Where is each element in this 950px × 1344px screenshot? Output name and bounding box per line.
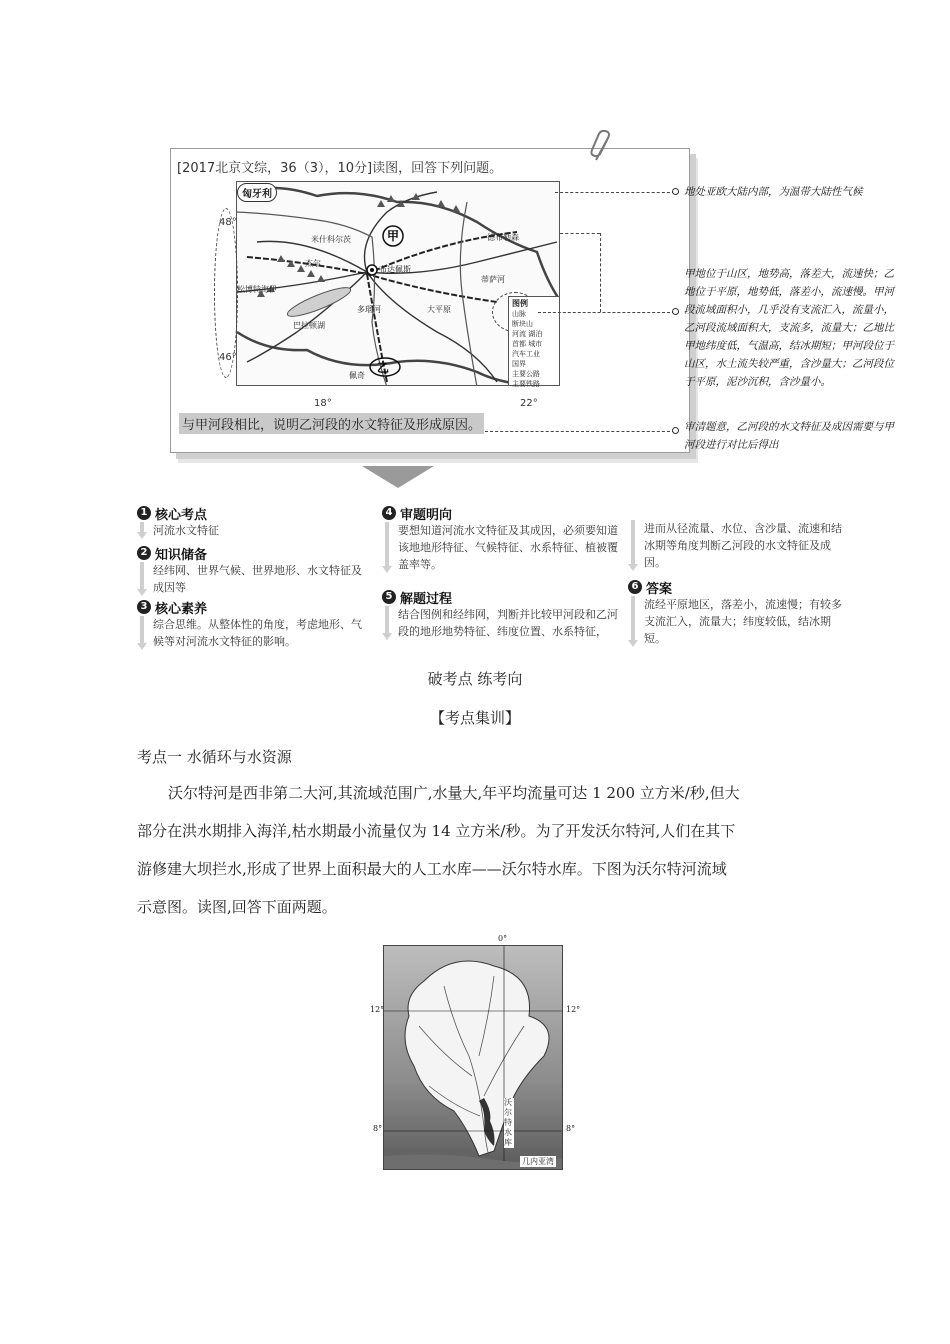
step-title: 核心考点	[155, 507, 208, 523]
country-label-box: 匈牙利	[237, 183, 277, 202]
step-answer	[628, 578, 848, 647]
lat-46-label: 46°	[219, 352, 237, 363]
connector-dot-icon	[672, 188, 679, 195]
label-tisa: 蒂萨河	[481, 275, 505, 284]
step-review	[382, 504, 622, 573]
label-jia: 甲	[387, 229, 400, 243]
legend-item: 山脉	[512, 310, 526, 318]
paragraph-line: 部分在洪水期排入海洋,枯水期最小流量仅为 14 立方米/秒。为了开发沃尔特河,人们在其下	[137, 822, 736, 840]
legend-item: 首都 城市	[512, 340, 543, 348]
lon-0-label: 0°	[498, 934, 508, 943]
label-songbo: 松博特海伊	[237, 285, 277, 294]
lon-18-label: 18°	[314, 398, 332, 409]
step-body: 流经平原地区，落差小，流速慢；有较多支流汇入，流量大；纬度较低，结冰期短。	[644, 598, 842, 645]
legend-item: 断块山	[512, 320, 533, 328]
step-title: 答案	[646, 581, 673, 597]
section-subheading: 【考点集训】	[429, 709, 520, 727]
legend-item: 河流 湖泊	[512, 330, 543, 338]
lat-8-left-label: 8°	[373, 1124, 383, 1133]
step-body: 要想知道河流水文特征及其成因，必须要知道该地地形特征、气候特征、水系特征、植被覆盖率等。	[398, 524, 618, 571]
label-duonao: 多瑙河	[357, 305, 381, 314]
label-gulf-of-guinea: 几内亚湾	[522, 1157, 554, 1166]
label-volta-reservoir: 沃尔特水库	[504, 1098, 512, 1147]
connector-line	[555, 192, 675, 193]
lat-12-left-label: 12°	[370, 1005, 385, 1014]
connector-dot-icon	[672, 427, 679, 434]
step-number: 5	[382, 590, 396, 604]
step-body: 进而从径流量、水位、含沙量、流速和结冰期等角度判断乙河段的水文特征及成因。	[644, 522, 842, 569]
label-pecs: 佩奇	[349, 371, 365, 380]
step-process-cont	[628, 520, 848, 571]
legend-item: 主要公路	[512, 370, 540, 378]
paperclip-icon	[590, 130, 614, 164]
step-number: 3	[137, 600, 151, 614]
topic-title: 考点一 水循环与水资源	[137, 748, 292, 766]
down-arrow-icon	[137, 522, 147, 539]
map-legend	[508, 296, 560, 386]
section-heading: 破考点 练考向	[427, 670, 523, 688]
label-budapest: 布达佩斯	[379, 265, 411, 274]
connector-line	[600, 233, 601, 312]
lon-22-label: 22°	[520, 398, 538, 409]
down-arrow-icon	[628, 520, 638, 571]
annotation-tip: 审清题意，乙河段的水文特征及成因需要与甲河段进行对比后得出	[684, 421, 894, 451]
step-knowledge	[137, 544, 367, 596]
legend-item: 主要铁路	[512, 380, 540, 388]
down-arrow-icon	[137, 562, 147, 596]
paragraph-line: 示意图。读图,回答下面两题。	[137, 898, 337, 916]
connector-line	[538, 312, 675, 313]
connector-line	[485, 431, 675, 432]
step-title: 审题明向	[400, 507, 453, 523]
step-number: 2	[137, 546, 151, 560]
lat-8-right-label: 8°	[566, 1124, 576, 1133]
connector-line	[560, 233, 600, 234]
label-pingyuan: 大平原	[427, 305, 451, 314]
step-body: 综合思维。从整体性的角度，考虑地形、气候等对河流水文特征的影响。	[153, 618, 362, 648]
label-dabrecen: 德布勒森	[487, 233, 519, 242]
step-body: 结合图例和经纬网，判断并比较甲河段和乙河段的地形地势特征、纬度位置、水系特征，	[398, 608, 618, 638]
step-process	[382, 588, 622, 640]
volta-map	[383, 945, 563, 1170]
down-arrow-icon	[382, 606, 392, 640]
step-body: 河流水文特征	[153, 524, 219, 537]
label-yi: 乙	[377, 361, 390, 375]
connector-dot-icon	[672, 308, 679, 315]
chevron-down-icon	[362, 466, 434, 488]
lat-12-right-label: 12°	[566, 1005, 581, 1014]
step-title: 核心素养	[155, 601, 208, 617]
paragraph-line: 游修建大坝拦水,形成了世界上面积最大的人工水库——沃尔特水库。下图为沃尔特河流域	[137, 860, 727, 878]
step-number: 6	[628, 580, 642, 594]
legend-title: 图例	[512, 299, 528, 308]
step-literacy	[137, 598, 367, 650]
step-title: 知识储备	[155, 547, 208, 563]
down-arrow-icon	[628, 596, 638, 647]
question-ask: 与甲河段相比，说明乙河段的水文特征及形成原因。	[179, 413, 484, 434]
step-number: 1	[137, 506, 151, 520]
annotation-climate: 地处亚欧大陆内部，为温带大陆性气候	[684, 186, 863, 198]
label-mishkolc: 米什科尔茨	[311, 235, 351, 244]
volta-map-drawing	[384, 946, 563, 1170]
step-core-topic	[137, 504, 367, 539]
label-balaton: 巴拉顿湖	[293, 321, 325, 330]
legend-item: 汽车工业	[512, 350, 540, 358]
down-arrow-icon	[382, 522, 392, 573]
annotation-analysis: 甲地位于山区，地势高，落差大，流速快；乙地位于平原，地势低，落差小，流速慢。甲河段流域面积小，几乎没有支流汇入，流量小，乙河段流域面积大，支流多，流量大；乙地比甲地纬度低，气温高，结冰期短；甲河段位于山区，水土流失较严重，含沙量大；乙河段位于平原，泥沙沉积，含沙量小。	[684, 268, 894, 388]
label-jier: 杰尔	[305, 259, 321, 268]
paragraph-line: 沃尔特河是西非第二大河,其流域范围广,水量大,年平均流量可达 1 200 立方米/秒,但大	[168, 784, 740, 802]
down-arrow-icon	[137, 616, 147, 650]
question-intro: [2017北京文综，36（3），10分]读图，回答下列问题。	[177, 161, 503, 176]
step-title: 解题过程	[400, 591, 453, 607]
lat-48-label: 48°	[219, 217, 237, 228]
latitude-highlight	[214, 208, 238, 378]
step-number: 4	[382, 506, 396, 520]
legend-item: 国界	[512, 360, 526, 368]
step-body: 经纬网、世界气候、世界地形、水文特征及成因等	[153, 564, 362, 594]
